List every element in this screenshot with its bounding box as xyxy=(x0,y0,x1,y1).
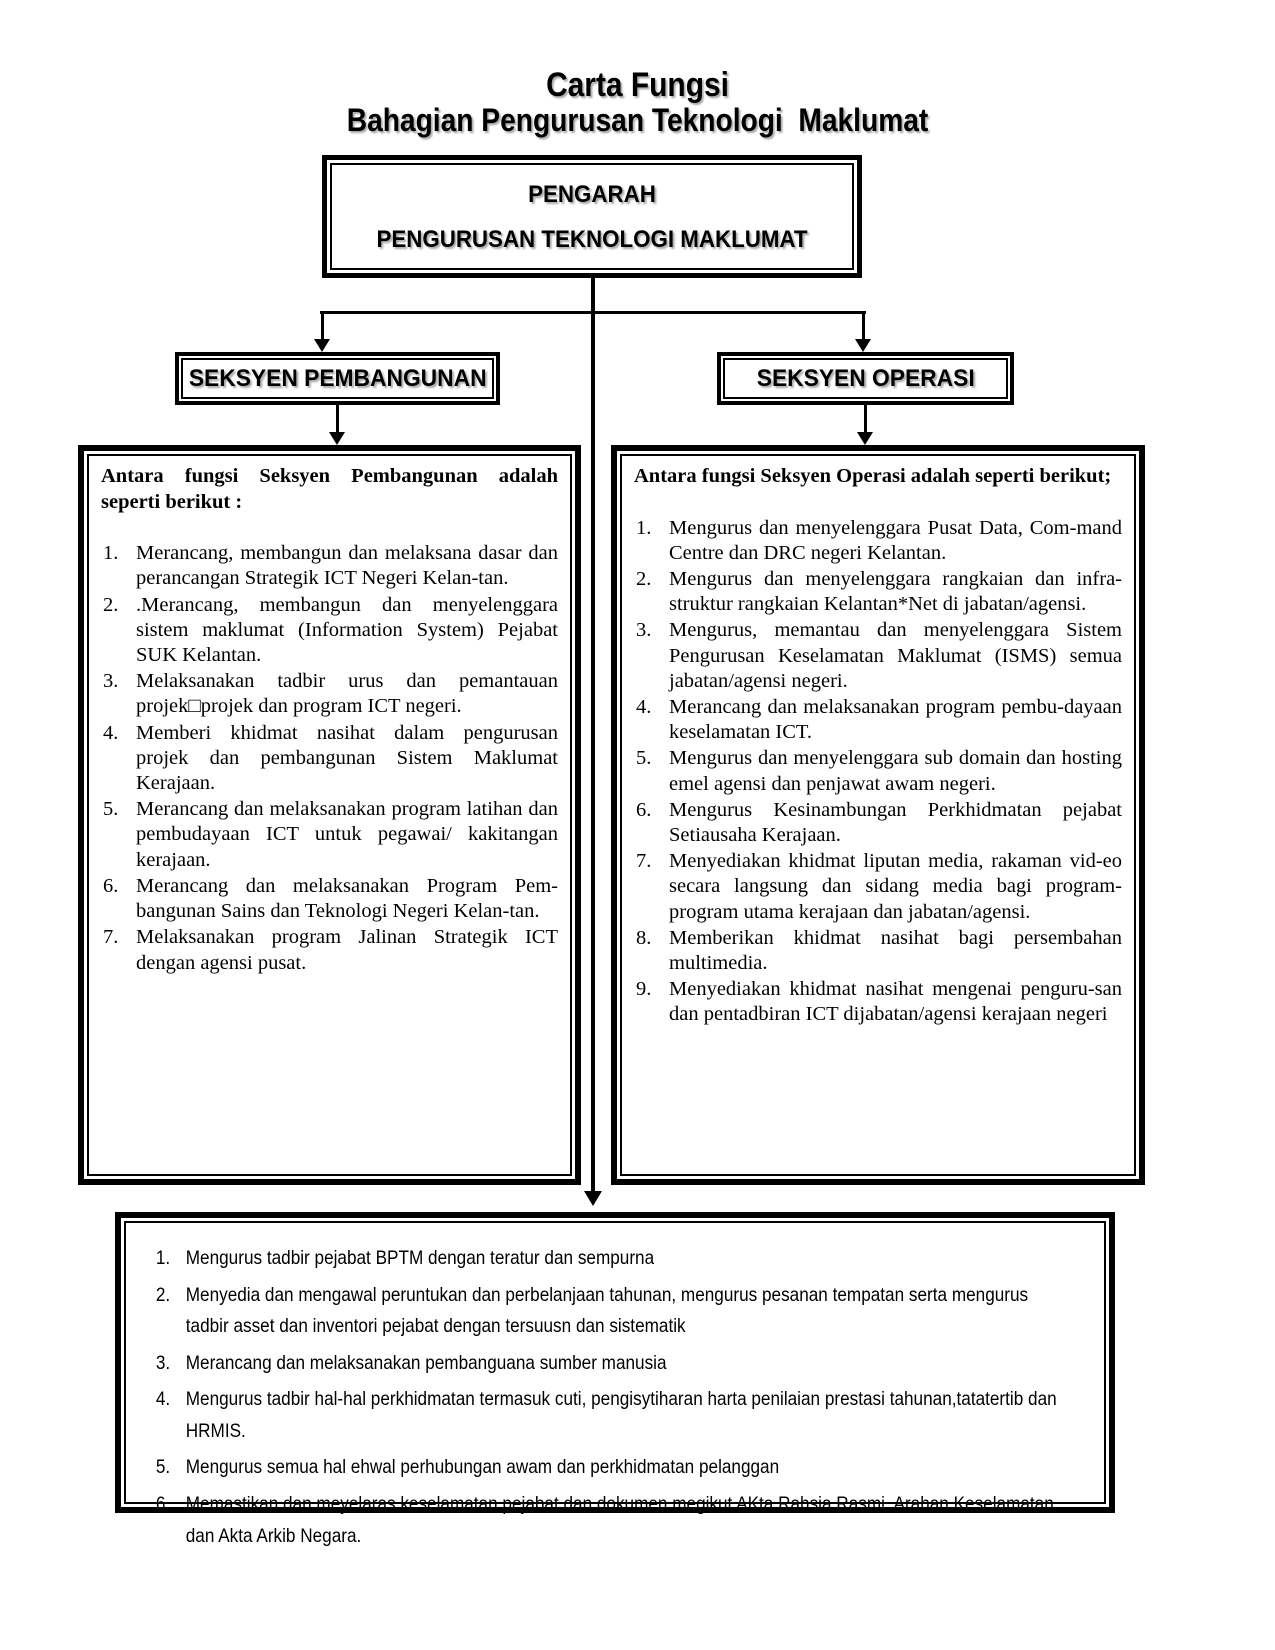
pembangunan-functions-box xyxy=(78,445,581,1185)
item-text: Memberi khidmat nasihat dalam pengurusan projek dan pembangunan Sistem Maklumat Kerajaan. xyxy=(136,721,558,795)
connector-branch-horizontal xyxy=(320,311,866,314)
item-text: Melaksanakan tadbir urus dan pemantauan projek□projek dan program ICT negeri. xyxy=(136,670,558,718)
arrow-to-seksyen-pembangunan xyxy=(321,311,324,340)
list-item xyxy=(140,1243,1066,1275)
item-text: .Merancang, membangun dan menyelenggara sistem maklumat (Information System) Pejabat SUK Kelantan. xyxy=(136,593,558,667)
item-text: Menyedia dan mengawal peruntukan dan perbelanjaan tahunan, mengurus pesanan tempatan serta mengurus tadbir asset dan inventori pejabat dengan tersuusn dan sistematik xyxy=(185,1283,1029,1338)
list-item xyxy=(101,797,558,873)
arrow-pembangunan-to-functions xyxy=(336,405,339,433)
list-item xyxy=(634,977,1122,1027)
item-text: Mengurus semua hal ehwal perhubungan awam dan perkhidmatan pelanggan xyxy=(185,1456,780,1479)
list-item xyxy=(101,925,558,975)
item-text: Mengurus, memantau dan menyelenggara Sistem Pengurusan Keselamatan Maklumat (ISMS) semua jabatan/agensi negeri. xyxy=(669,619,1122,692)
item-number: 6. xyxy=(103,874,119,897)
list-item xyxy=(140,1280,1066,1343)
item-number: 2. xyxy=(155,1283,171,1306)
director-subtitle: PENGURUSAN TEKNOLOGI MAKLUMAT xyxy=(376,226,808,253)
item-number: 3. xyxy=(103,670,119,693)
item-text: Mengurus dan menyelenggara sub domain dan hosting emel agensi dan penjawat awam negeri. xyxy=(669,747,1122,795)
director-box-inner xyxy=(330,163,854,270)
item-number: 9. xyxy=(636,978,652,1001)
item-text: Memberikan khidmat nasihat bagi persembahan multimedia. xyxy=(669,926,1122,975)
operasi-intro: Antara fungsi Seksyen Operasi adalah seperti berikut; xyxy=(634,465,1112,487)
list-item xyxy=(634,516,1122,566)
list-item xyxy=(140,1489,1066,1552)
item-number: 7. xyxy=(103,926,119,949)
list-item xyxy=(101,593,558,669)
list-item xyxy=(101,721,558,797)
item-number: 7. xyxy=(636,850,652,873)
item-text: Mengurus dan menyelenggara Pusat Data, Com-mand Centre dan DRC negeri Kelantan. xyxy=(669,516,1122,564)
page-title: Carta Fungsi xyxy=(546,66,729,104)
item-number: 1. xyxy=(155,1247,171,1269)
list-item xyxy=(634,618,1122,694)
list-item xyxy=(634,695,1122,745)
pentadbiran-box xyxy=(115,1212,1115,1547)
item-text: Memastikan dan meyelaras keselamatan pejabat dan dokumen megikut AKta Rahsia Rasmi, Arahan Keselamatan dan Akta Arkib Negara. xyxy=(185,1493,1054,1547)
operasi-list xyxy=(634,516,1122,1028)
seksyen-pembangunan-box xyxy=(175,352,500,405)
pentadbiran-list xyxy=(140,1243,1066,1552)
pembangunan-list xyxy=(101,541,558,975)
item-text: Mengurus Kesinambungan Perkhidmatan pejabat Setiausaha Kerajaan. xyxy=(669,798,1122,847)
list-item xyxy=(101,541,558,591)
item-text: Merancang dan melaksanakan Program Pem-bangunan Sains dan Teknologi Negeri Kelan-tan. xyxy=(136,874,558,923)
director-box xyxy=(322,155,862,278)
item-number: 2. xyxy=(636,568,652,591)
seksyen-operasi-label: SEKSYEN OPERASI xyxy=(756,364,975,392)
pentadbiran-box-inner xyxy=(124,1221,1106,1547)
seksyen-operasi-box-inner xyxy=(723,358,1008,399)
pembangunan-functions-inner xyxy=(87,454,572,1176)
operasi-functions-inner xyxy=(620,454,1136,1176)
arrow-operasi-to-functions xyxy=(864,405,867,433)
list-item xyxy=(101,669,558,719)
operasi-functions-box xyxy=(611,445,1145,1185)
item-number: 3. xyxy=(155,1351,171,1374)
seksyen-operasi-box xyxy=(717,352,1014,405)
list-item xyxy=(140,1452,1066,1484)
item-text: Merancang dan melaksanakan pembanguana sumber manusia xyxy=(185,1351,667,1374)
list-item xyxy=(634,849,1122,925)
item-text: Mengurus dan menyelenggara rangkaian dan infra-struktur rangkaian Kelantan*Net di jabatan/agensi. xyxy=(669,568,1122,616)
item-text: Menyediakan khidmat liputan media, rakaman vid-eo secara langsung dan sidang media bagi program-program utama kerajaan dan jabatan/agensi. xyxy=(669,850,1122,923)
item-number: 5. xyxy=(103,798,119,821)
list-item xyxy=(634,746,1122,796)
list-item xyxy=(634,567,1122,617)
item-number: 1. xyxy=(636,516,652,539)
item-text: Mengurus tadbir pejabat BPTM dengan teratur dan sempurna xyxy=(185,1247,655,1269)
arrow-to-seksyen-operasi xyxy=(862,311,865,340)
list-item xyxy=(634,926,1122,976)
item-text: Menyediakan khidmat nasihat mengenai penguru-san dan pentadbiran ICT dijabatan/agensi kerajaan negeri xyxy=(669,978,1122,1026)
seksyen-pembangunan-box-inner xyxy=(181,358,494,399)
seksyen-pembangunan-label: SEKSYEN PEMBANGUNAN xyxy=(188,364,487,392)
item-number: 6. xyxy=(155,1493,171,1516)
item-text: Merancang dan melaksanakan program pembu-dayaan keselamatan ICT. xyxy=(669,696,1122,744)
item-number: 1. xyxy=(103,542,119,565)
item-number: 4. xyxy=(155,1388,171,1411)
item-number: 5. xyxy=(636,747,652,770)
item-number: 4. xyxy=(103,721,119,744)
page-subtitle: Bahagian Pengurusan Teknologi Maklumat xyxy=(346,102,929,138)
item-number: 6. xyxy=(636,798,652,821)
item-number: 3. xyxy=(636,619,652,642)
list-item xyxy=(140,1384,1066,1447)
director-title: PENGARAH xyxy=(528,181,656,208)
list-item xyxy=(140,1348,1066,1380)
list-item xyxy=(101,874,558,924)
item-text: Mengurus tadbir hal-hal perkhidmatan termasuk cuti, pengisytiharan harta penilaian prestasi tahunan,tatatertib dan HRMIS. xyxy=(185,1388,1057,1442)
item-number: 5. xyxy=(155,1456,171,1479)
item-number: 8. xyxy=(636,926,652,949)
item-number: 2. xyxy=(103,593,119,616)
item-text: Merancang, membangun dan melaksana dasar dan perancangan Strategik ICT Negeri Kelan-tan. xyxy=(136,542,558,590)
pembangunan-intro: Antara fungsi Seksyen Pembangunan adalah seperti berikut : xyxy=(101,465,558,513)
list-item xyxy=(634,798,1122,848)
item-text: Merancang dan melaksanakan program latihan dan pembudayaan ICT untuk pegawai/ kakitangan kerajaan. xyxy=(136,798,558,871)
item-text: Melaksanakan program Jalinan Strategik ICT dengan agensi pusat. xyxy=(136,926,558,974)
connector-main-vertical-arrow xyxy=(591,277,595,1193)
item-number: 4. xyxy=(636,696,652,719)
